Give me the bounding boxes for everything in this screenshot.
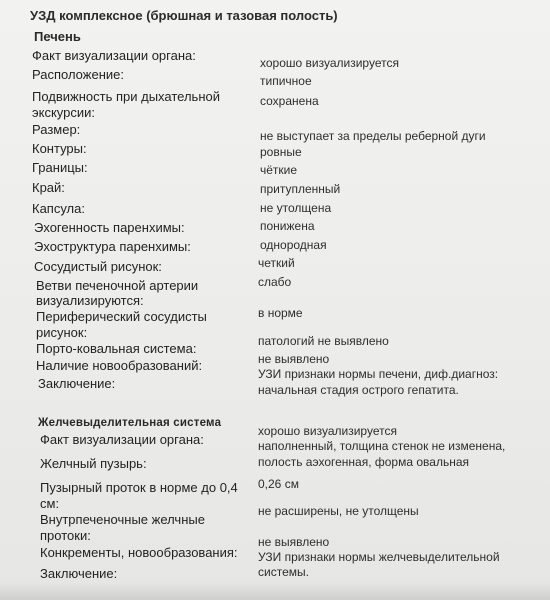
value-biliary-conclusion-1: УЗИ признаки нормы желчевыделительной [258, 550, 500, 564]
value-edge: притупленный [260, 182, 341, 196]
label-concrements: Конкременты, новообразования: [40, 545, 238, 560]
label-peripheral-1: Периферический сосудисты [36, 309, 207, 324]
value-vascular-pattern: четкий [258, 256, 295, 270]
label-mobility-1: Подвижность при дыхательной [32, 89, 220, 104]
label-peripheral-2: рисунок: [36, 325, 88, 340]
label-cystic-duct-1: Пузырный проток в норме до 0,4 [40, 480, 238, 495]
value-gallbladder-2: полость аэхогенная, форма овальная [258, 455, 470, 469]
label-hepatic-artery-2: визуализируются: [36, 293, 144, 308]
value-echogenicity: понижена [260, 219, 315, 233]
value-size: не выступает за пределы реберной дуги [260, 129, 486, 143]
page-bottom-shadow [0, 582, 550, 600]
label-biliary-conclusion: Заключение: [40, 566, 118, 581]
value-liver-conclusion-1: УЗИ признаки нормы печени, диф.диагноз: [258, 367, 499, 381]
label-size: Размер: [32, 122, 81, 137]
label-borders: Границы: [32, 160, 88, 175]
value-neoplasms: не выявлено [258, 352, 330, 366]
label-cystic-duct-2: см: [40, 496, 60, 511]
value-capsule: не утолщена [260, 201, 332, 215]
label-mobility-2: экскурсии: [32, 105, 96, 120]
value-location: типичное [260, 74, 312, 88]
label-echogenicity: Эхогенность паренхимы: [34, 220, 185, 235]
page-title: УЗД комплексное (брюшная и тазовая полость) [30, 8, 338, 23]
value-echostructure: однородная [260, 238, 327, 252]
label-liver-conclusion: Заключение: [38, 376, 116, 391]
label-location: Расположение: [32, 67, 124, 82]
value-mobility: сохранена [260, 94, 319, 108]
section-header-biliary: Желчевыделительная система [38, 417, 222, 429]
value-peripheral: в норме [258, 306, 303, 320]
label-portocaval: Порто-ковальная система: [36, 341, 197, 356]
value-liver-conclusion-2: начальная стадия острого гепатита. [258, 383, 459, 397]
label-echostructure: Эхоструктура паренхимы: [34, 239, 191, 254]
section-header-liver: Печень [34, 29, 81, 44]
label-hepatic-artery-1: Ветви печеночной артерии [36, 278, 199, 293]
label-edge: Край: [32, 180, 65, 195]
label-gallbladder: Желчный пузырь: [40, 456, 147, 471]
label-contours: Контуры: [32, 141, 87, 156]
value-concrements: не выявлено [258, 535, 330, 549]
label-capsule: Капсула: [32, 201, 85, 216]
value-intrahepatic: не расширены, не утолщены [258, 504, 419, 518]
label-intrahepatic-1: Внутрпеченочные желчные [40, 512, 205, 527]
value-portocaval: патологий не выявлено [258, 334, 389, 348]
value-cystic-duct: 0,26 см [258, 477, 299, 491]
label-visualization: Факт визуализации органа: [32, 48, 196, 63]
value-contours: ровные [260, 145, 302, 159]
value-biliary-conclusion-2: системы. [258, 565, 309, 579]
value-gallbladder-1: наполненный, толщина стенок не изменена, [258, 439, 506, 453]
label-neoplasms: Наличие новообразований: [36, 358, 203, 373]
value-visualization: хорошо визуализируется [260, 56, 399, 70]
value-borders: чёткие [260, 163, 298, 177]
value-hepatic-artery: слабо [258, 275, 292, 289]
label-intrahepatic-2: протоки: [40, 528, 91, 543]
label-vascular-pattern: Сосудистый рисунок: [34, 259, 162, 274]
label-gb-visualization: Факт визуализации органа: [40, 432, 204, 447]
value-gb-visualization: хорошо визуализируется [258, 424, 397, 438]
